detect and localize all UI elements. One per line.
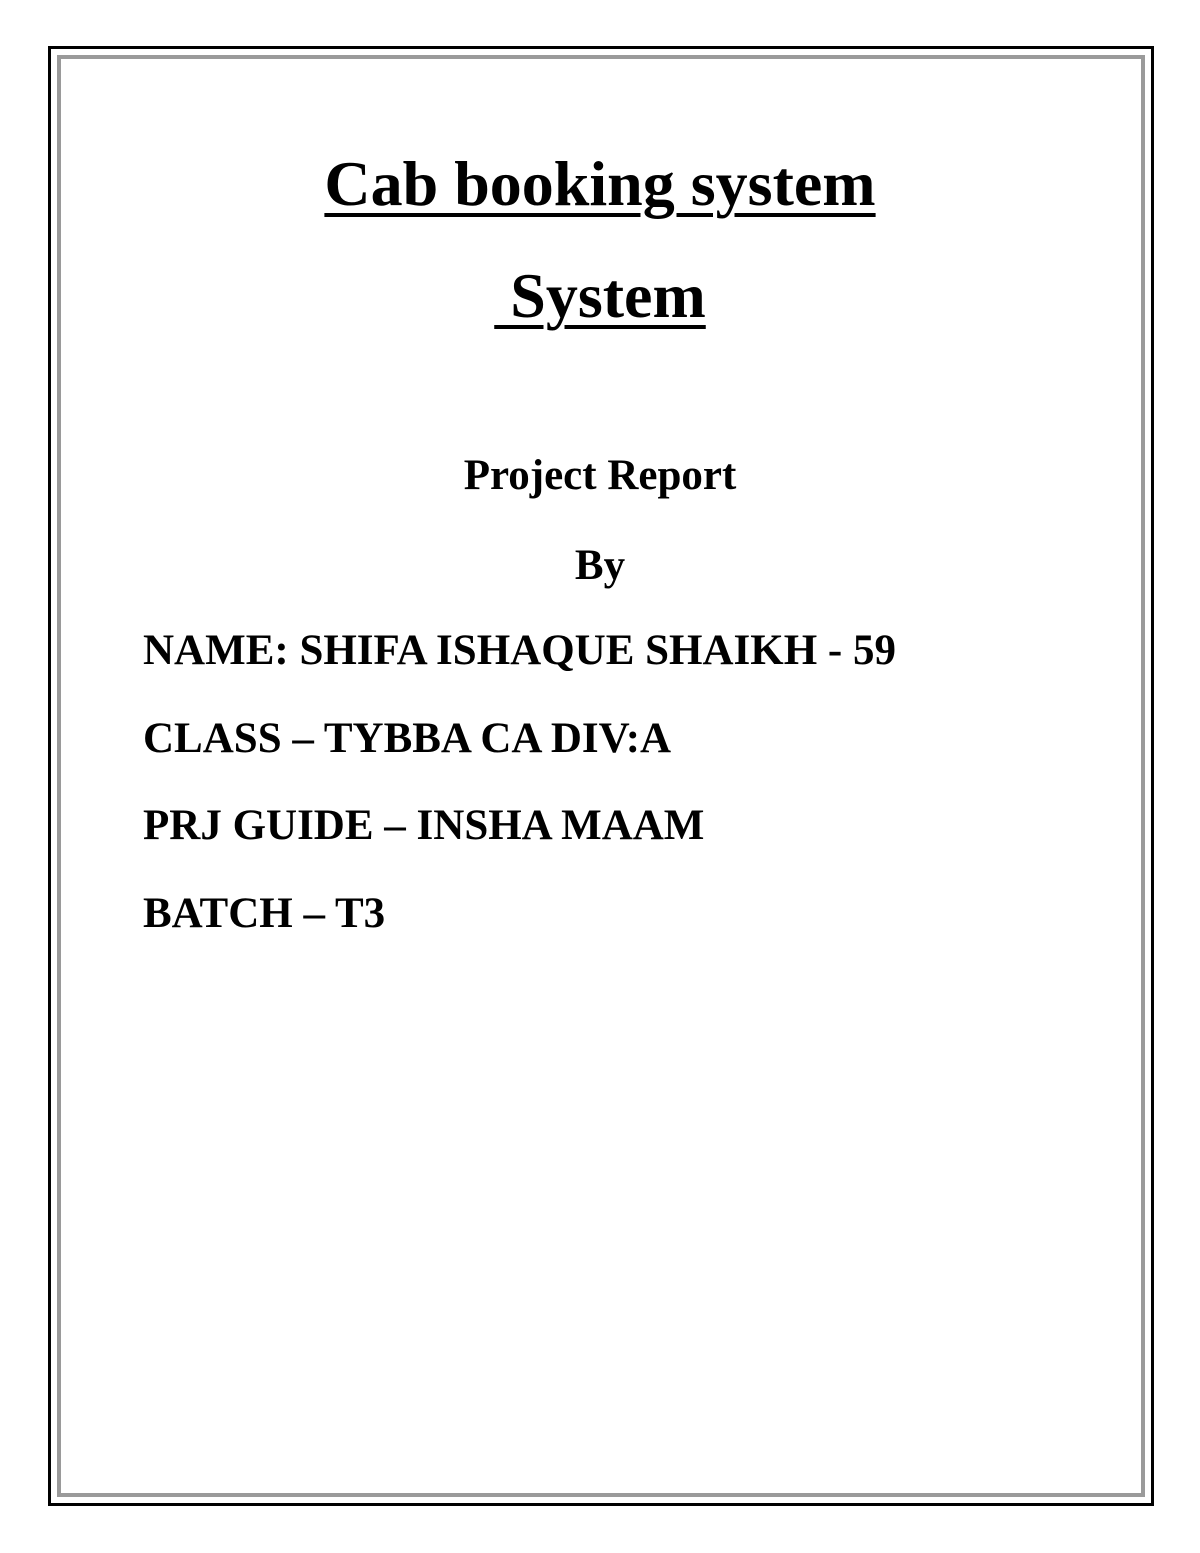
student-name-line: NAME: SHIFA ISHAQUE SHAIKH - 59 — [143, 627, 896, 674]
by-label: By — [574, 542, 626, 589]
class-line: CLASS – TYBBA CA DIV:A — [143, 715, 672, 762]
document-title-line-2 — [0, 260, 1200, 331]
document-title-line-1 — [0, 148, 1200, 219]
document-title-line-2-text: System — [494, 260, 706, 331]
document-title-line-1-text: Cab booking system — [324, 148, 876, 219]
project-guide-line: PRJ GUIDE – INSHA MAAM — [143, 802, 705, 849]
batch-line: BATCH – T3 — [143, 890, 386, 937]
project-report-label: Project Report — [463, 452, 737, 499]
